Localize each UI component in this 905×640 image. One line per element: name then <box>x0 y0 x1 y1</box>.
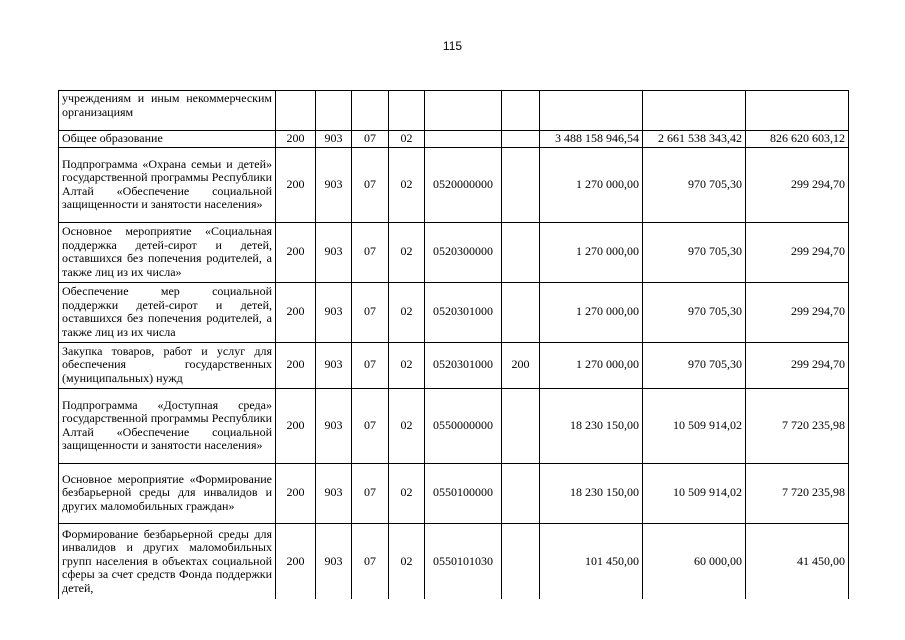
cell-c4 <box>389 91 425 131</box>
row-name: Основное мероприятие «Формирование безбарьерной среды для инвалидов и других маломобильных граждан» <box>59 463 276 523</box>
cell-v3: 7 720 235,98 <box>746 388 849 463</box>
cell-c6 <box>502 463 540 523</box>
cell-c1: 200 <box>276 282 316 342</box>
row-name: Закупка товаров, работ и услуг для обеспечения государственных (муниципальных) нужд <box>59 342 276 388</box>
table-row <box>59 131 849 148</box>
cell-c1: 200 <box>276 523 316 599</box>
cell-c1: 200 <box>276 388 316 463</box>
cell-v3: 7 720 235,98 <box>746 463 849 523</box>
cell-v3: 299 294,70 <box>746 147 849 222</box>
cell-c2: 903 <box>316 147 352 222</box>
cell-c5: 0520301000 <box>425 342 502 388</box>
cell-v1: 101 450,00 <box>540 523 643 599</box>
cell-c3: 07 <box>352 222 389 282</box>
row-name: Подпрограмма «Доступная среда» государственной программы Республики Алтай «Обеспечение социальной защищенности и занятости населения» <box>59 388 276 463</box>
cell-c3: 07 <box>352 282 389 342</box>
cell-v1: 1 270 000,00 <box>540 282 643 342</box>
table-row <box>59 91 849 131</box>
cell-c6: 200 <box>502 342 540 388</box>
cell-v1: 1 270 000,00 <box>540 222 643 282</box>
cell-c5: 0520000000 <box>425 147 502 222</box>
cell-v2: 970 705,30 <box>643 282 746 342</box>
cell-c6 <box>502 91 540 131</box>
cell-c2: 903 <box>316 523 352 599</box>
cell-c2: 903 <box>316 222 352 282</box>
cell-c2 <box>316 91 352 131</box>
cell-v3: 299 294,70 <box>746 342 849 388</box>
cell-v1: 3 488 158 946,54 <box>540 131 643 148</box>
cell-c6 <box>502 282 540 342</box>
cell-c4: 02 <box>389 147 425 222</box>
row-name: Общее образование <box>59 131 276 148</box>
cell-v2: 10 509 914,02 <box>643 388 746 463</box>
cell-c6 <box>502 222 540 282</box>
cell-c1: 200 <box>276 131 316 148</box>
cell-v2: 2 661 538 343,42 <box>643 131 746 148</box>
cell-v3: 826 620 603,12 <box>746 131 849 148</box>
cell-c1: 200 <box>276 463 316 523</box>
cell-v1: 1 270 000,00 <box>540 147 643 222</box>
cell-v1: 1 270 000,00 <box>540 342 643 388</box>
table-row <box>59 523 849 599</box>
table-row <box>59 388 849 463</box>
cell-c5: 0550000000 <box>425 388 502 463</box>
cell-c5 <box>425 91 502 131</box>
row-name: Подпрограмма «Охрана семьи и детей» государственной программы Республики Алтай «Обеспечение социальной защищенности и занятости населения» <box>59 147 276 222</box>
row-name: Обеспечение мер социальной поддержки детей-сирот и детей, оставшихся без попечения родителей, а также лиц из их числа <box>59 282 276 342</box>
cell-c6 <box>502 523 540 599</box>
cell-c1: 200 <box>276 147 316 222</box>
cell-v2: 970 705,30 <box>643 222 746 282</box>
cell-v2: 970 705,30 <box>643 342 746 388</box>
cell-c4: 02 <box>389 523 425 599</box>
cell-v1: 18 230 150,00 <box>540 388 643 463</box>
cell-c1 <box>276 91 316 131</box>
cell-v2 <box>643 91 746 131</box>
table-row <box>59 147 849 222</box>
cell-c1: 200 <box>276 342 316 388</box>
row-name: учреждениям и иным некоммерческим организациям <box>59 91 276 131</box>
cell-v3 <box>746 91 849 131</box>
cell-c3: 07 <box>352 131 389 148</box>
cell-v1: 18 230 150,00 <box>540 463 643 523</box>
cell-c5: 0520300000 <box>425 222 502 282</box>
budget-table <box>58 90 849 599</box>
cell-c3: 07 <box>352 147 389 222</box>
cell-c5 <box>425 131 502 148</box>
cell-c5: 0550100000 <box>425 463 502 523</box>
cell-c1: 200 <box>276 222 316 282</box>
cell-c5: 0550101030 <box>425 523 502 599</box>
page-number: 115 <box>442 39 463 53</box>
cell-c3 <box>352 91 389 131</box>
cell-v3: 299 294,70 <box>746 282 849 342</box>
cell-c4: 02 <box>389 342 425 388</box>
cell-v3: 299 294,70 <box>746 222 849 282</box>
cell-c2: 903 <box>316 131 352 148</box>
cell-c2: 903 <box>316 463 352 523</box>
table-row <box>59 282 849 342</box>
cell-v3: 41 450,00 <box>746 523 849 599</box>
row-name: Формирование безбарьерной среды для инвалидов и других маломобильных групп населения в объектах социальной сферы за счет средств Фонда поддержки детей, <box>59 523 276 599</box>
cell-c4: 02 <box>389 282 425 342</box>
cell-v2: 10 509 914,02 <box>643 463 746 523</box>
cell-c6 <box>502 388 540 463</box>
table-row <box>59 222 849 282</box>
cell-c3: 07 <box>352 463 389 523</box>
cell-v2: 60 000,00 <box>643 523 746 599</box>
cell-v2: 970 705,30 <box>643 147 746 222</box>
cell-c4: 02 <box>389 131 425 148</box>
cell-c2: 903 <box>316 388 352 463</box>
cell-c5: 0520301000 <box>425 282 502 342</box>
cell-c4: 02 <box>389 388 425 463</box>
table-row <box>59 342 849 388</box>
cell-c3: 07 <box>352 388 389 463</box>
cell-c6 <box>502 131 540 148</box>
cell-c6 <box>502 147 540 222</box>
cell-c3: 07 <box>352 342 389 388</box>
table-row <box>59 463 849 523</box>
cell-c3: 07 <box>352 523 389 599</box>
cell-c4: 02 <box>389 222 425 282</box>
cell-c2: 903 <box>316 342 352 388</box>
cell-c4: 02 <box>389 463 425 523</box>
cell-c2: 903 <box>316 282 352 342</box>
cell-v1 <box>540 91 643 131</box>
row-name: Основное мероприятие «Социальная поддержка детей-сирот и детей, оставшихся без попечения родителей, а также лиц из их числа» <box>59 222 276 282</box>
